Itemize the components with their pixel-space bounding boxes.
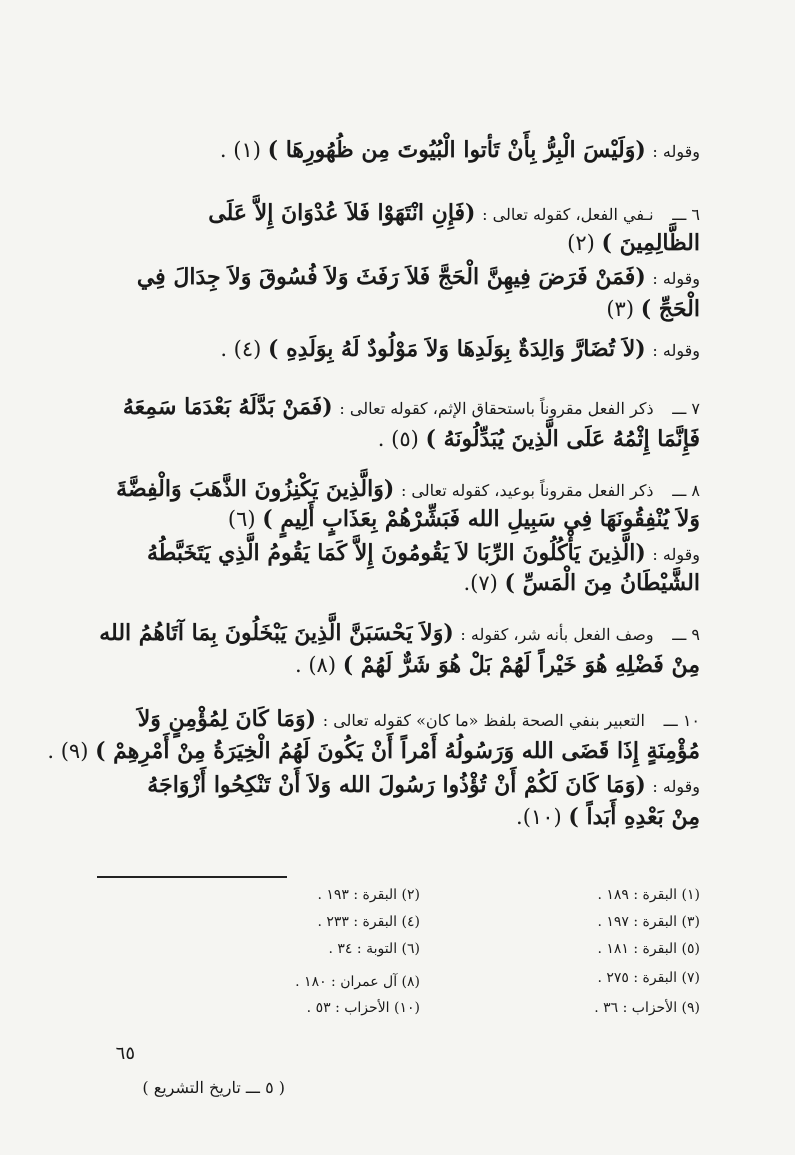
text-line xyxy=(95,504,700,534)
intro-text: ذكر الفعل مقروناً باستحقاق الإثم، كقوله تعالى : xyxy=(339,399,654,418)
intro-text: وقوله : xyxy=(652,142,700,161)
quran-quote: الظَّالِمِينَ ) xyxy=(601,230,700,256)
intro-text: وقوله : xyxy=(652,545,700,564)
quran-quote: (وَالَّذِينَ يَكْنِزُونَ الذَّهَبَ وَالْفِضَّةَ xyxy=(116,476,395,502)
text-line xyxy=(95,474,700,506)
text-line xyxy=(95,228,700,258)
quran-quote: الْحَجِّ ) xyxy=(640,296,700,322)
quran-quote: مِنْ فَضْلِهِ هُوَ خَيْراً لَهُمْ بَلْ هُوَ شَرٌّ لَهُمْ ) xyxy=(342,652,700,678)
running-footer: ( ٥ ـــ تاريخ التشريع ) xyxy=(142,1078,285,1097)
quran-quote: (وَلاَ يَحْسَبَنَّ الَّذِينَ يَبْخَلُونَ بِمَا آتَاهُمُ الله xyxy=(99,620,454,646)
intro-text: ذكر الفعل مقروناً بوعيد، كقوله تعالى : xyxy=(400,481,654,500)
text-line xyxy=(95,770,700,802)
quran-quote: مُؤْمِنَةٍ إِذَا قَضَى الله وَرَسُولُهُ أَمْراً أَنْ يَكُونَ لَهُمُ الْخِيَرَةُ مِنْ أَمْرِهِمْ ) xyxy=(95,738,700,764)
quran-quote: (وَلَيْسَ الْبِرُّ بِأَنْ تَأتوا الْبُيُوتَ مِن ظُهُورِهَا ) xyxy=(267,137,646,163)
text-line xyxy=(95,650,700,680)
footnote-ref: (٦) xyxy=(227,507,256,531)
text-line xyxy=(95,424,700,454)
footnote-ref: (١٠). xyxy=(516,805,562,829)
footnote-ref: (٥) . xyxy=(377,427,419,451)
footnote: (٥) البقرة : ١٨١ . xyxy=(597,941,700,957)
quran-quote: (فَمَنْ بَدَّلَهُ بَعْدَمَا سَمِعَهُ xyxy=(122,394,333,420)
footnote: (٦) التوبة : ٣٤ . xyxy=(328,941,420,957)
quran-quote: (فَمَنْ فَرَضَ فِيهِنَّ الْحَجَّ فَلاَ رَفَثَ وَلاَ فُسُوقَ وَلاَ جِدَالَ فِي xyxy=(136,264,646,290)
footnote-ref: (٣) xyxy=(606,297,635,321)
footnote-ref: (١) . xyxy=(219,138,261,162)
footnote: (٢) البقرة : ١٩٣ . xyxy=(317,887,420,903)
footnote-ref: (٤) . xyxy=(220,337,262,361)
footnote: (٨) آل عمران : ١٨٠ . xyxy=(295,974,420,990)
quran-quote: (وَمَا كَانَ لَكُمْ أَنْ تُؤْذُوا رَسُولَ الله وَلاَ أَنْ تَنْكِحُوا أَزْوَاجَهُ xyxy=(147,772,646,798)
text-line xyxy=(47,736,700,766)
text-line xyxy=(95,704,700,736)
footnote: (٤) البقرة : ٢٣٣ . xyxy=(317,914,420,930)
item-number: ١٠ ـــ xyxy=(663,711,700,730)
item-number: ٦ ـــ xyxy=(672,205,700,224)
footnote-ref: (٨) . xyxy=(294,653,337,677)
intro-text: وصف الفعل بأنه شر، كقوله : xyxy=(460,625,654,644)
text-line xyxy=(95,135,700,167)
intro-text: نـفي الفعل، كقوله تعالى : xyxy=(482,205,654,224)
text-line xyxy=(95,198,700,230)
footnote: (١٠) الأحزاب : ٥٣ . xyxy=(306,1000,420,1016)
quran-quote: (فَإِنِ انْتَهَوْا فَلاَ عُدْوَانَ إِلاَّ عَلَى xyxy=(208,200,476,226)
quran-quote: الشَّيْطَانُ مِنَ الْمَسِّ ) xyxy=(504,570,700,596)
text-line xyxy=(95,294,700,324)
item-number: ٩ ـــ xyxy=(672,625,700,644)
text-line xyxy=(95,262,700,294)
footnote-ref: (٢) xyxy=(567,231,595,255)
intro-text: وقوله : xyxy=(652,777,700,796)
quran-quote: (وَمَا كَانَ لِمُؤْمِنٍ وَلاَ xyxy=(137,706,317,732)
intro-text: وقوله : xyxy=(652,341,700,360)
footnote: (٧) البقرة : ٢٧٥ . xyxy=(597,970,700,986)
item-number: ٨ ـــ xyxy=(672,481,700,500)
text-line xyxy=(95,538,700,570)
footnote-divider xyxy=(97,876,287,878)
text-line xyxy=(95,568,700,598)
text-line xyxy=(95,618,700,650)
quran-quote: مِنْ بَعْدِهِ أَبَداً ) xyxy=(568,804,700,830)
page-number: ٦٥ xyxy=(115,1043,135,1064)
quran-quote: فَإِنَّمَا إِثْمُهُ عَلَى الَّذِينَ يُبَدِّلُونَهُ ) xyxy=(425,426,700,452)
footnote: (٣) البقرة : ١٩٧ . xyxy=(597,914,700,930)
text-line xyxy=(95,392,700,424)
footnote: (١) البقرة : ١٨٩ . xyxy=(597,887,700,903)
text-line xyxy=(95,334,700,366)
footnote-ref: (٧). xyxy=(463,571,498,595)
footnote-ref: (٩) . xyxy=(47,739,89,763)
footnote: (٩) الأحزاب : ٣٦ . xyxy=(594,1000,700,1016)
intro-text: التعبير بنفي الصحة بلفظ «ما كان» كقوله تعالى : xyxy=(322,711,645,730)
intro-text: وقوله : xyxy=(652,269,700,288)
quran-quote: (لاَ تُضَارَّ وَالِدَةٌ بِوَلَدِهَا وَلاَ مَوْلُودٌ لَهُ بِوَلَدِهِ ) xyxy=(268,336,646,362)
quran-quote: (الَّذِينَ يَأْكُلُونَ الرِّبَا لاَ يَقُومُونَ إِلاَّ كَمَا يَقُومُ الَّذِي يَتَخَبَّطُهُ xyxy=(146,540,646,566)
item-number: ٧ ـــ xyxy=(672,399,700,418)
quran-quote: وَلاَ يُنْفِقُونَهَا فِي سَبِيلِ الله فَبَشِّرْهُمْ بِعَذَابٍ أَلِيمٍ ) xyxy=(262,506,700,532)
text-line xyxy=(95,802,700,832)
